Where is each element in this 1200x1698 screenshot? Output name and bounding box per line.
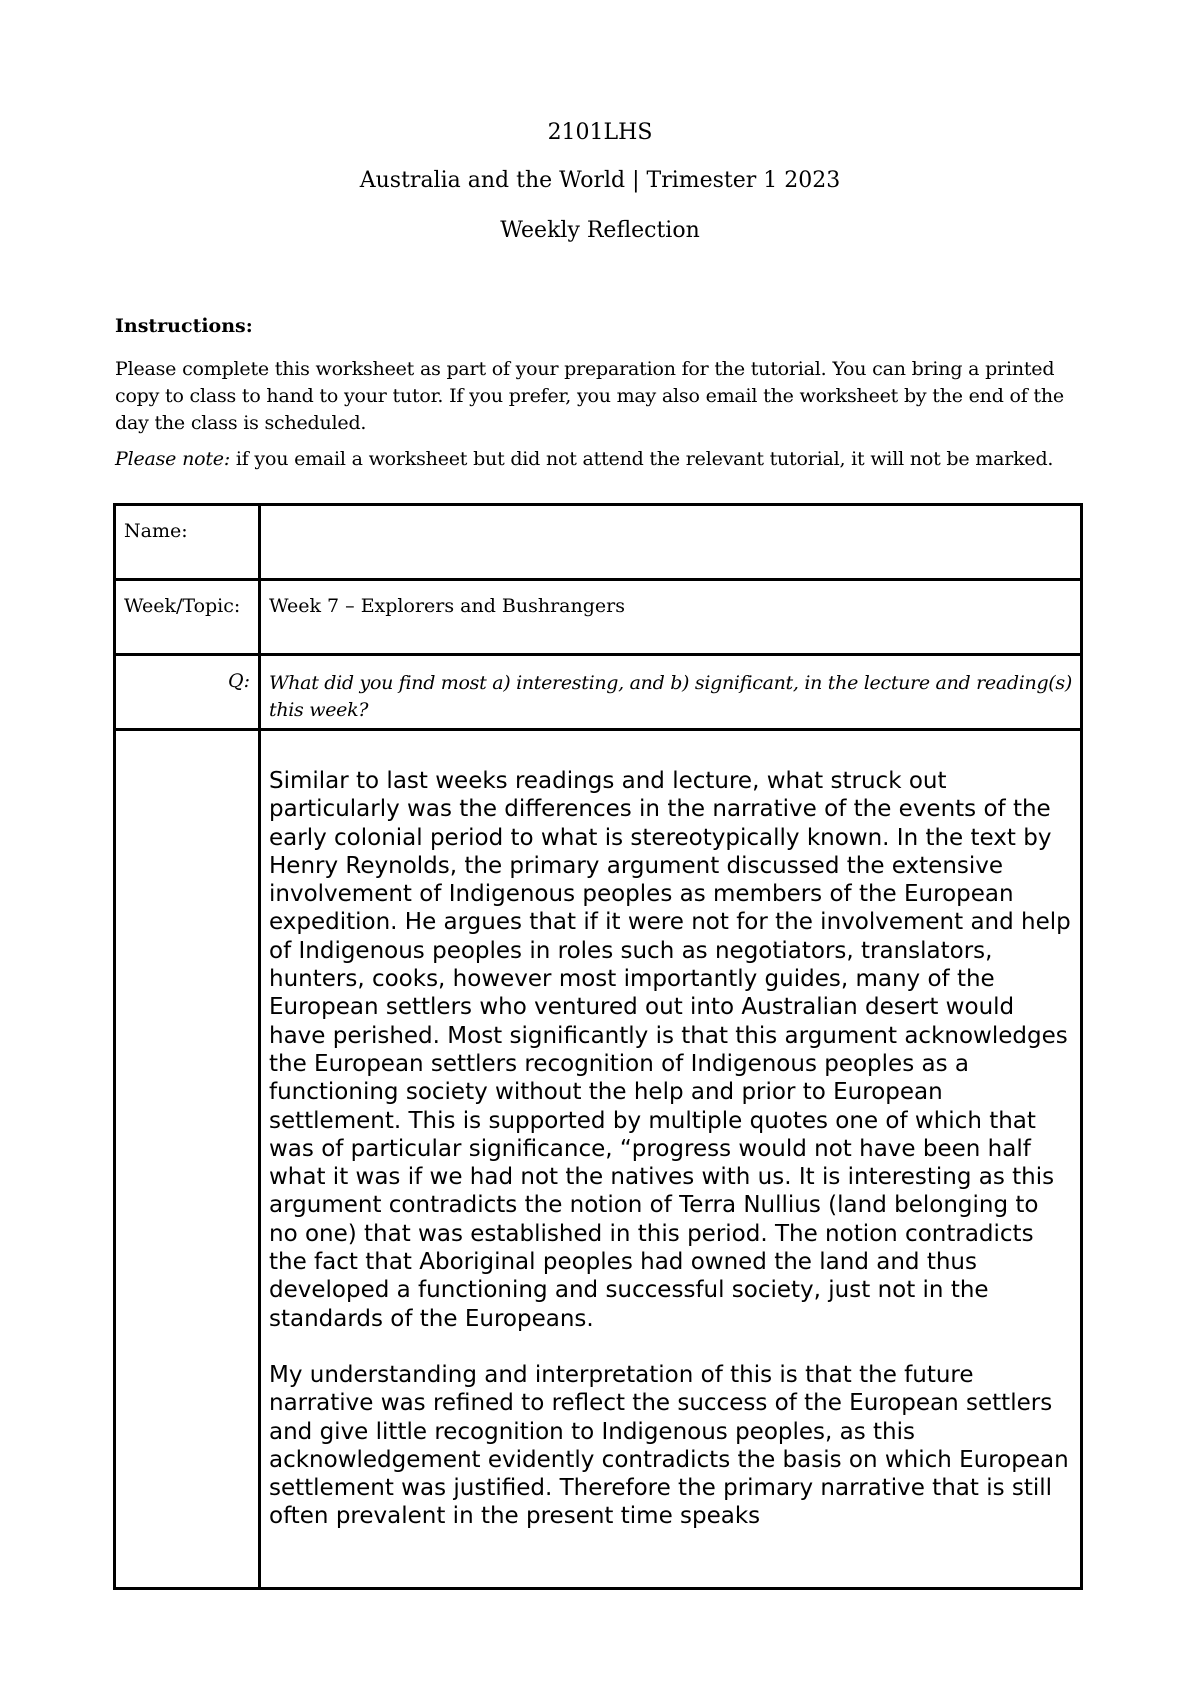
question-text: What did you find most a) interesting, and b) significant, in the lecture and reading(s) this week?: [260, 655, 1082, 730]
course-code: 2101LHS: [547, 120, 653, 145]
name-field[interactable]: [260, 505, 1082, 580]
answer-paragraph-2: My understanding and interpretation of this is that the future narrative was refined to reflect the success of the European settlers and give little recognition to Indigenous peoples, as this acknowledgement evidently contradicts the basis on which European settlement was justified. Therefore the primary narrative that is still often prevalent in the present time speaks: [269, 1361, 1069, 1530]
reflection-table: [113, 503, 1083, 1590]
answer-paragraph-1: Similar to last weeks readings and lecture, what struck out particularly was the differences in the narrative of the events of the early colonial period to what is stereotypically known. In the text by Henry Reynolds, the primary argument discussed the extensive involvement of Indigenous peoples as members of the European expedition. He argues that if it were not for the involvement and help of Indigenous peoples in roles such as negotiators, translators, hunters, cooks, however most importantly guides, many of the European settlers who ventured out into Australian desert would have perished. Most significantly is that this argument acknowledges the European settlers recognition of Indigenous peoples as a functioning society without the help and prior to European settlement. This is supported by multiple quotes one of which that was of particular significance, “progress would not have been half what it was if we had not the natives with us. It is interesting as this argument contradicts the notion of Terra Nullius (land belonging to no one) that was established in this period. The notion contradicts the fact that Aboriginal peoples had owned the land and thus developed a functioning and successful society, just not in the standards of the Europeans.: [269, 768, 1071, 1332]
answer-row: [115, 730, 1082, 1589]
name-label: Name:: [115, 505, 260, 580]
week-topic-value: Week 7 – Explorers and Bushrangers: [260, 580, 1082, 655]
document-title: Weekly Reflection: [500, 218, 700, 243]
answer-spacer-cell: [115, 730, 260, 1589]
instructions-section: [115, 313, 1100, 473]
instructions-body: Please complete this worksheet as part of your preparation for the tutorial. You can bring a printed copy to class to hand to your tutor. If you prefer, you may also email the worksheet by the end of the day the class is scheduled.: [115, 358, 1064, 434]
question-row: [115, 655, 1082, 730]
name-row: [115, 505, 1082, 580]
course-title: Australia and the World | Trimester 1 2023: [359, 168, 841, 193]
week-topic-row: [115, 580, 1082, 655]
week-topic-label: Week/Topic:: [115, 580, 260, 655]
answer-field[interactable]: [260, 730, 1082, 1589]
note-text: if you email a worksheet but did not attend the relevant tutorial, it will not be marked.: [230, 448, 1054, 470]
instructions-note: [115, 446, 1100, 473]
note-label: Please note:: [115, 448, 231, 470]
instructions-heading: Instructions:: [115, 315, 253, 337]
question-label: Q:: [115, 655, 260, 730]
